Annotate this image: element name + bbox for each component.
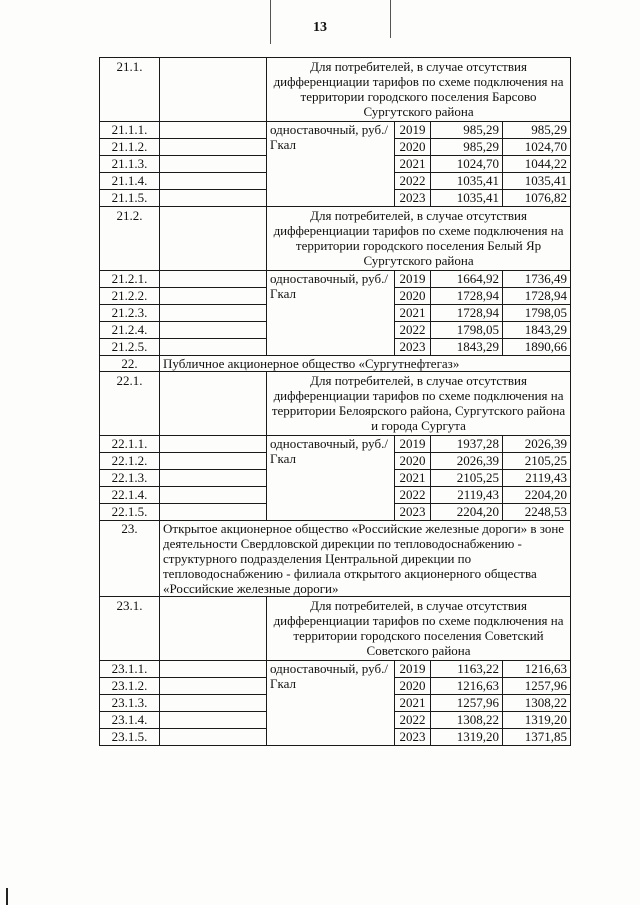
tariff-value-2: 2105,25 bbox=[503, 453, 571, 470]
empty-cell bbox=[160, 207, 267, 271]
tariff-value-2: 1044,22 bbox=[503, 156, 571, 173]
row-number: 23.1. bbox=[100, 597, 160, 661]
tariff-value-2: 1728,94 bbox=[503, 288, 571, 305]
tariff-value-1: 1024,70 bbox=[431, 156, 503, 173]
empty-cell bbox=[160, 504, 267, 521]
row-number: 22.1.4. bbox=[100, 487, 160, 504]
row-number: 21.1.3. bbox=[100, 156, 160, 173]
tariff-value-1: 2119,43 bbox=[431, 487, 503, 504]
tariff-value-2: 1890,66 bbox=[503, 339, 571, 356]
empty-cell bbox=[160, 470, 267, 487]
section-description: Для потребителей, в случае отсутствия дифференциации тарифов по схеме подключения на территории городского поселения Белый Яр Сургутского района bbox=[267, 207, 571, 271]
tariff-value-1: 1035,41 bbox=[431, 190, 503, 207]
tariff-value-1: 1843,29 bbox=[431, 339, 503, 356]
empty-cell bbox=[160, 372, 267, 436]
tariff-value-2: 1257,96 bbox=[503, 678, 571, 695]
tariff-unit: одноставочный, руб./Гкал bbox=[267, 122, 395, 207]
year-cell: 2020 bbox=[395, 678, 431, 695]
tariff-value-1: 1035,41 bbox=[431, 173, 503, 190]
year-cell: 2021 bbox=[395, 695, 431, 712]
tariff-table bbox=[99, 57, 571, 746]
organization-row bbox=[100, 521, 571, 597]
page-number: 13 bbox=[313, 20, 327, 35]
table-row bbox=[100, 661, 571, 678]
row-number: 22.1.2. bbox=[100, 453, 160, 470]
year-cell: 2020 bbox=[395, 288, 431, 305]
empty-cell bbox=[160, 453, 267, 470]
empty-cell bbox=[160, 322, 267, 339]
scan-mark bbox=[270, 0, 271, 44]
empty-cell bbox=[160, 173, 267, 190]
tariff-value-2: 1308,22 bbox=[503, 695, 571, 712]
empty-cell bbox=[160, 661, 267, 678]
tariff-value-2: 1798,05 bbox=[503, 305, 571, 322]
tariff-value-1: 2026,39 bbox=[431, 453, 503, 470]
year-cell: 2021 bbox=[395, 156, 431, 173]
tariff-value-2: 1216,63 bbox=[503, 661, 571, 678]
tariff-value-2: 2204,20 bbox=[503, 487, 571, 504]
scan-mark bbox=[6, 888, 8, 905]
row-number: 21.1.4. bbox=[100, 173, 160, 190]
empty-cell bbox=[160, 678, 267, 695]
year-cell: 2022 bbox=[395, 173, 431, 190]
row-number: 22. bbox=[100, 356, 160, 372]
tariff-value-2: 1035,41 bbox=[503, 173, 571, 190]
year-cell: 2023 bbox=[395, 339, 431, 356]
row-number: 22.1.1. bbox=[100, 436, 160, 453]
table-row bbox=[100, 122, 571, 139]
empty-cell bbox=[160, 712, 267, 729]
tariff-value-2: 1076,82 bbox=[503, 190, 571, 207]
organization-row bbox=[100, 356, 571, 372]
tariff-unit: одноставочный, руб./Гкал bbox=[267, 271, 395, 356]
tariff-value-2: 1736,49 bbox=[503, 271, 571, 288]
row-number: 23.1.5. bbox=[100, 729, 160, 746]
tariff-value-2: 2119,43 bbox=[503, 470, 571, 487]
tariff-value-2: 1843,29 bbox=[503, 322, 571, 339]
empty-cell bbox=[160, 122, 267, 139]
year-cell: 2019 bbox=[395, 271, 431, 288]
empty-cell bbox=[160, 729, 267, 746]
empty-cell bbox=[160, 58, 267, 122]
row-number: 23.1.1. bbox=[100, 661, 160, 678]
section-header-row bbox=[100, 372, 571, 436]
tariff-value-1: 1728,94 bbox=[431, 288, 503, 305]
empty-cell bbox=[160, 288, 267, 305]
organization-name: Публичное акционерное общество «Сургутнефтегаз» bbox=[160, 356, 571, 372]
row-number: 23.1.2. bbox=[100, 678, 160, 695]
empty-cell bbox=[160, 695, 267, 712]
section-header-row bbox=[100, 597, 571, 661]
scan-mark bbox=[390, 0, 391, 38]
year-cell: 2023 bbox=[395, 504, 431, 521]
tariff-value-1: 2204,20 bbox=[431, 504, 503, 521]
tariff-value-1: 1216,63 bbox=[431, 678, 503, 695]
tariff-value-2: 1319,20 bbox=[503, 712, 571, 729]
row-number: 21.2.1. bbox=[100, 271, 160, 288]
empty-cell bbox=[160, 190, 267, 207]
tariff-value-2: 2026,39 bbox=[503, 436, 571, 453]
year-cell: 2022 bbox=[395, 487, 431, 504]
empty-cell bbox=[160, 597, 267, 661]
year-cell: 2021 bbox=[395, 470, 431, 487]
year-cell: 2023 bbox=[395, 729, 431, 746]
tariff-value-1: 985,29 bbox=[431, 139, 503, 156]
tariff-value-1: 1728,94 bbox=[431, 305, 503, 322]
row-number: 21.2. bbox=[100, 207, 160, 271]
tariff-value-2: 2248,53 bbox=[503, 504, 571, 521]
year-cell: 2019 bbox=[395, 436, 431, 453]
section-description: Для потребителей, в случае отсутствия дифференциации тарифов по схеме подключения на территории городского поселения Барсово Сургутского района bbox=[267, 58, 571, 122]
tariff-value-1: 1319,20 bbox=[431, 729, 503, 746]
tariff-unit: одноставочный, руб./Гкал bbox=[267, 436, 395, 521]
year-cell: 2023 bbox=[395, 190, 431, 207]
row-number: 21.1.5. bbox=[100, 190, 160, 207]
empty-cell bbox=[160, 139, 267, 156]
year-cell: 2019 bbox=[395, 661, 431, 678]
section-description: Для потребителей, в случае отсутствия дифференциации тарифов по схеме подключения на территории городского поселения Советский Советского района bbox=[267, 597, 571, 661]
row-number: 21.1. bbox=[100, 58, 160, 122]
year-cell: 2020 bbox=[395, 139, 431, 156]
empty-cell bbox=[160, 487, 267, 504]
row-number: 22.1.5. bbox=[100, 504, 160, 521]
row-number: 23.1.4. bbox=[100, 712, 160, 729]
tariff-value-2: 1371,85 bbox=[503, 729, 571, 746]
tariff-value-1: 1937,28 bbox=[431, 436, 503, 453]
year-cell: 2021 bbox=[395, 305, 431, 322]
empty-cell bbox=[160, 436, 267, 453]
tariff-value-1: 1308,22 bbox=[431, 712, 503, 729]
organization-name: Открытое акционерное общество «Российские железные дороги» в зоне деятельности Свердловской дирекции по тепловодоснабжению - структурного подразделения Центральной дирекции по тепловодоснабжению - филиала открытого акционерного общества «Российские железные дороги» bbox=[160, 521, 571, 597]
row-number: 21.1.1. bbox=[100, 122, 160, 139]
tariff-unit: одноставочный, руб./Гкал bbox=[267, 661, 395, 746]
row-number: 21.2.4. bbox=[100, 322, 160, 339]
row-number: 21.1.2. bbox=[100, 139, 160, 156]
tariff-value-2: 985,29 bbox=[503, 122, 571, 139]
tariff-value-2: 1024,70 bbox=[503, 139, 571, 156]
tariff-value-1: 1798,05 bbox=[431, 322, 503, 339]
section-description: Для потребителей, в случае отсутствия дифференциации тарифов по схеме подключения на территории Белоярского района, Сургутского района и города Сургута bbox=[267, 372, 571, 436]
tariff-value-1: 2105,25 bbox=[431, 470, 503, 487]
empty-cell bbox=[160, 339, 267, 356]
empty-cell bbox=[160, 156, 267, 173]
row-number: 23. bbox=[100, 521, 160, 597]
year-cell: 2022 bbox=[395, 322, 431, 339]
row-number: 22.1. bbox=[100, 372, 160, 436]
row-number: 21.2.2. bbox=[100, 288, 160, 305]
row-number: 21.2.3. bbox=[100, 305, 160, 322]
tariff-value-1: 1664,92 bbox=[431, 271, 503, 288]
row-number: 22.1.3. bbox=[100, 470, 160, 487]
tariff-value-1: 1257,96 bbox=[431, 695, 503, 712]
section-header-row bbox=[100, 58, 571, 122]
year-cell: 2020 bbox=[395, 453, 431, 470]
empty-cell bbox=[160, 271, 267, 288]
tariff-value-1: 1163,22 bbox=[431, 661, 503, 678]
row-number: 23.1.3. bbox=[100, 695, 160, 712]
section-header-row bbox=[100, 207, 571, 271]
tariff-value-1: 985,29 bbox=[431, 122, 503, 139]
year-cell: 2019 bbox=[395, 122, 431, 139]
table-row bbox=[100, 436, 571, 453]
empty-cell bbox=[160, 305, 267, 322]
row-number: 21.2.5. bbox=[100, 339, 160, 356]
table-row bbox=[100, 271, 571, 288]
year-cell: 2022 bbox=[395, 712, 431, 729]
